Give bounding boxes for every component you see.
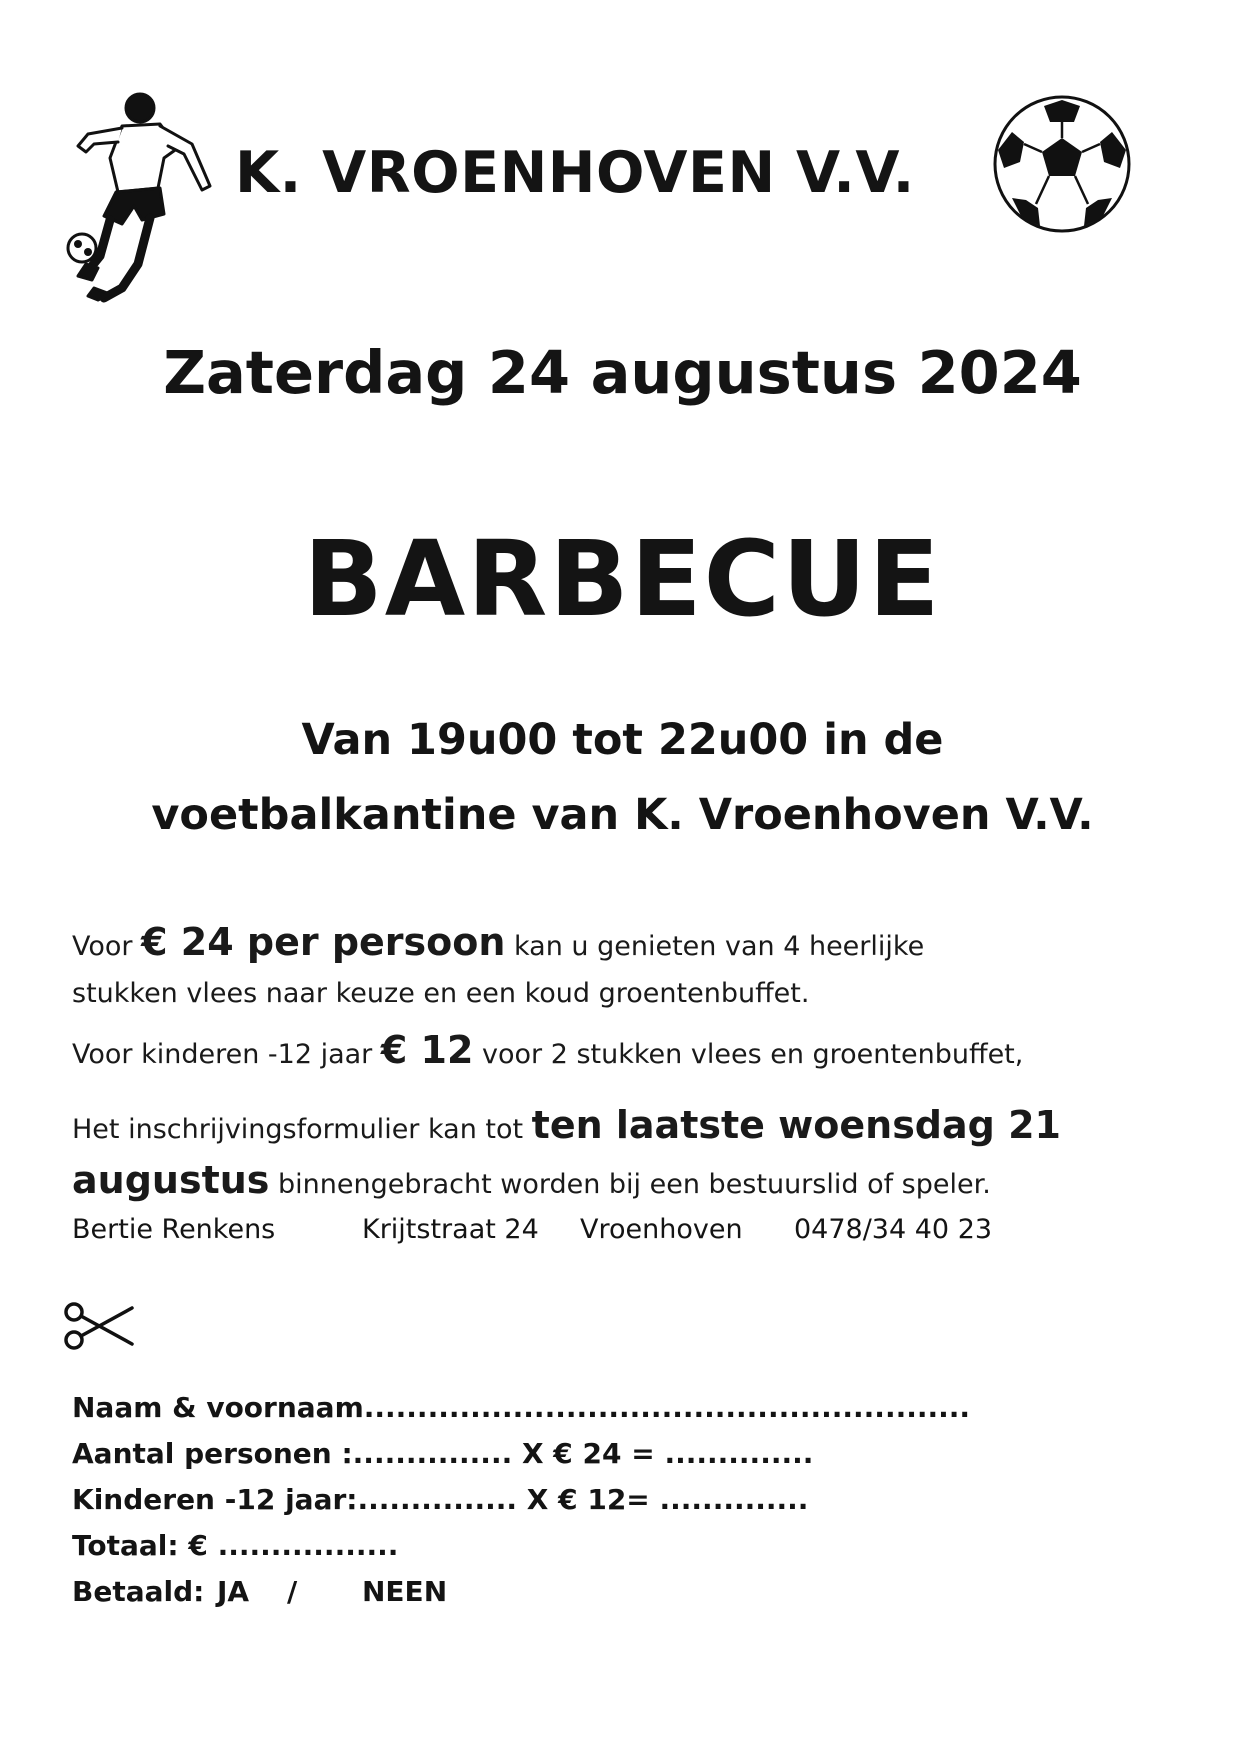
price-child-line: Voor kinderen -12 jaar € 12 voor 2 stukken vlees en groentenbuffet,	[72, 1028, 1024, 1072]
football-player-icon	[60, 88, 230, 328]
contact-name: Bertie Renkens	[72, 1214, 276, 1245]
form-children-field: Kinderen -12 jaar:............... X € 12= ..............	[72, 1483, 809, 1516]
paid-separator: /	[287, 1575, 298, 1608]
deadline-date: ten laatste woensdag 21	[531, 1103, 1061, 1147]
contact-town: Vroenhoven	[580, 1214, 743, 1245]
club-name: K. VROENHOVEN V.V.	[235, 140, 915, 206]
deadline-line-2: augustus binnengebracht worden bij een bestuurslid of speler.	[72, 1158, 991, 1202]
event-time: Van 19u00 tot 22u00 in de	[301, 715, 944, 765]
paid-no: NEEN	[362, 1575, 448, 1608]
scissors-icon	[62, 1300, 136, 1352]
event-venue: voetbalkantine van K. Vroenhoven V.V.	[151, 790, 1094, 840]
paid-yes: JA	[217, 1575, 250, 1608]
form-total-field: Totaal: € .................	[72, 1529, 399, 1562]
contact-street: Krijtstraat 24	[362, 1214, 539, 1245]
deadline-line: Het inschrijvingsformulier kan tot ten laatste woensdag 21	[72, 1103, 1061, 1147]
deadline-month: augustus	[72, 1158, 270, 1202]
form-name-field: Naam & voornaam.........................................................	[72, 1391, 971, 1424]
event-title: BARBECUE	[303, 518, 942, 640]
price-adult-line: Voor € 24 per persoon kan u genieten van 4 heerlijke	[72, 920, 925, 964]
form-paid-field	[72, 1575, 492, 1615]
price-child: € 12	[380, 1028, 474, 1072]
price-adult: € 24 per persoon	[141, 920, 506, 964]
contact-phone: 0478/34 40 23	[794, 1214, 993, 1245]
contact-line	[72, 1214, 1032, 1250]
form-persons-field: Aantal personen :............... X € 24 = ..............	[72, 1437, 814, 1470]
event-date: Zaterdag 24 augustus 2024	[163, 338, 1082, 407]
paid-label: Betaald:	[72, 1575, 205, 1608]
soccer-ball-icon	[990, 92, 1134, 236]
menu-description: stukken vlees naar keuze en een koud groentenbuffet.	[72, 978, 810, 1009]
